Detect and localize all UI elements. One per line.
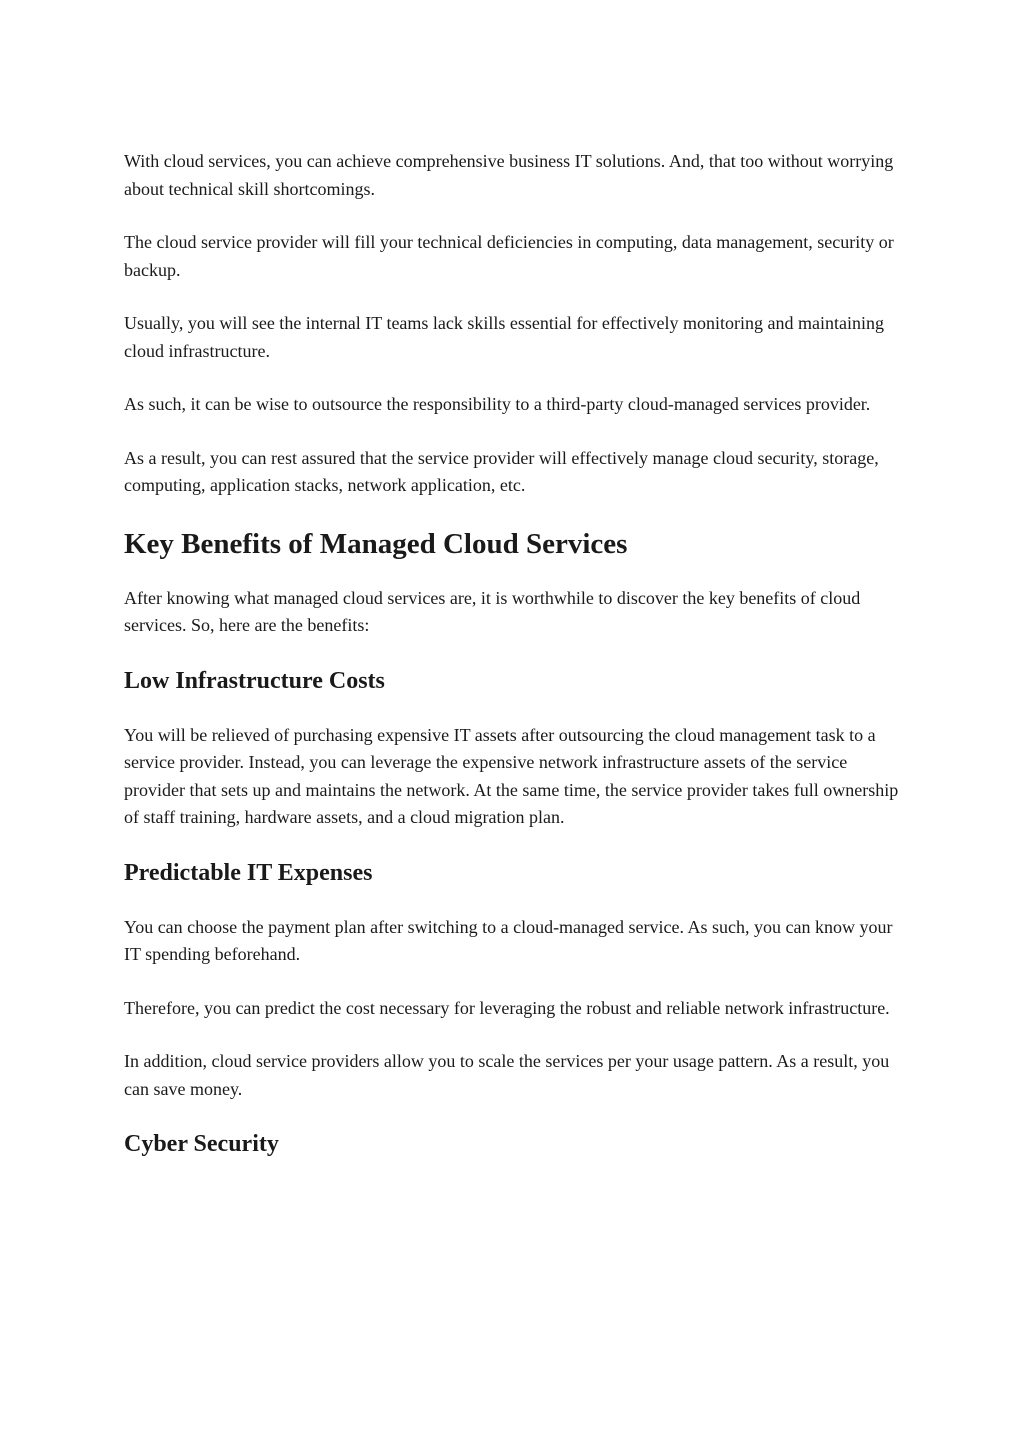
paragraph-predict-cost: Therefore, you can predict the cost necessary for leveraging the robust and reliable network infrastructure. xyxy=(124,997,890,1018)
paragraph-provider-fills-gaps: The cloud service provider will fill your technical deficiencies in computing, data management, security or backup. xyxy=(124,232,894,280)
paragraph-benefits-intro: After knowing what managed cloud services are, it is worthwhile to discover the key benefits of cloud services. So, here are the benefits: xyxy=(124,587,861,635)
paragraph-outsource: As such, it can be wise to outsource the responsibility to a third-party cloud-managed services provider. xyxy=(124,394,871,414)
paragraph-internal-teams: Usually, you will see the internal IT teams lack skills essential for effectively monitoring and maintaining cloud infrastructure. xyxy=(124,313,884,361)
paragraph-rest-assured: As a result, you can rest assured that the service provider will effectively manage cloud security, storage, computing, application stacks, network application, etc. xyxy=(124,447,879,495)
heading-cyber-security: Cyber Security xyxy=(124,1131,279,1157)
heading-key-benefits: Key Benefits of Managed Cloud Services xyxy=(124,527,628,560)
heading-predictable-it-expenses: Predictable IT Expenses xyxy=(124,859,373,886)
paragraph-low-infrastructure: You will be relieved of purchasing expensive IT assets after outsourcing the cloud management task to a service provider. Instead, you can leverage the expensive network infrastructure assets of the service provider that sets up and maintains the network. At the same time, the service provider takes full ownership of staff training, hardware assets, and a cloud migration plan. xyxy=(124,724,899,827)
heading-low-infrastructure-costs: Low Infrastructure Costs xyxy=(124,667,385,694)
paragraph-payment-plan: You can choose the payment plan after switching to a cloud-managed service. As such, you can know your IT spending beforehand. xyxy=(124,916,893,964)
paragraph-scale-services: In addition, cloud service providers allow you to scale the services per your usage pattern. As a result, you can save money. xyxy=(124,1051,890,1099)
paragraph-intro: With cloud services, you can achieve comprehensive business IT solutions. And, that too without worrying about technical skill shortcomings. xyxy=(124,151,894,199)
document-page xyxy=(124,148,904,1185)
